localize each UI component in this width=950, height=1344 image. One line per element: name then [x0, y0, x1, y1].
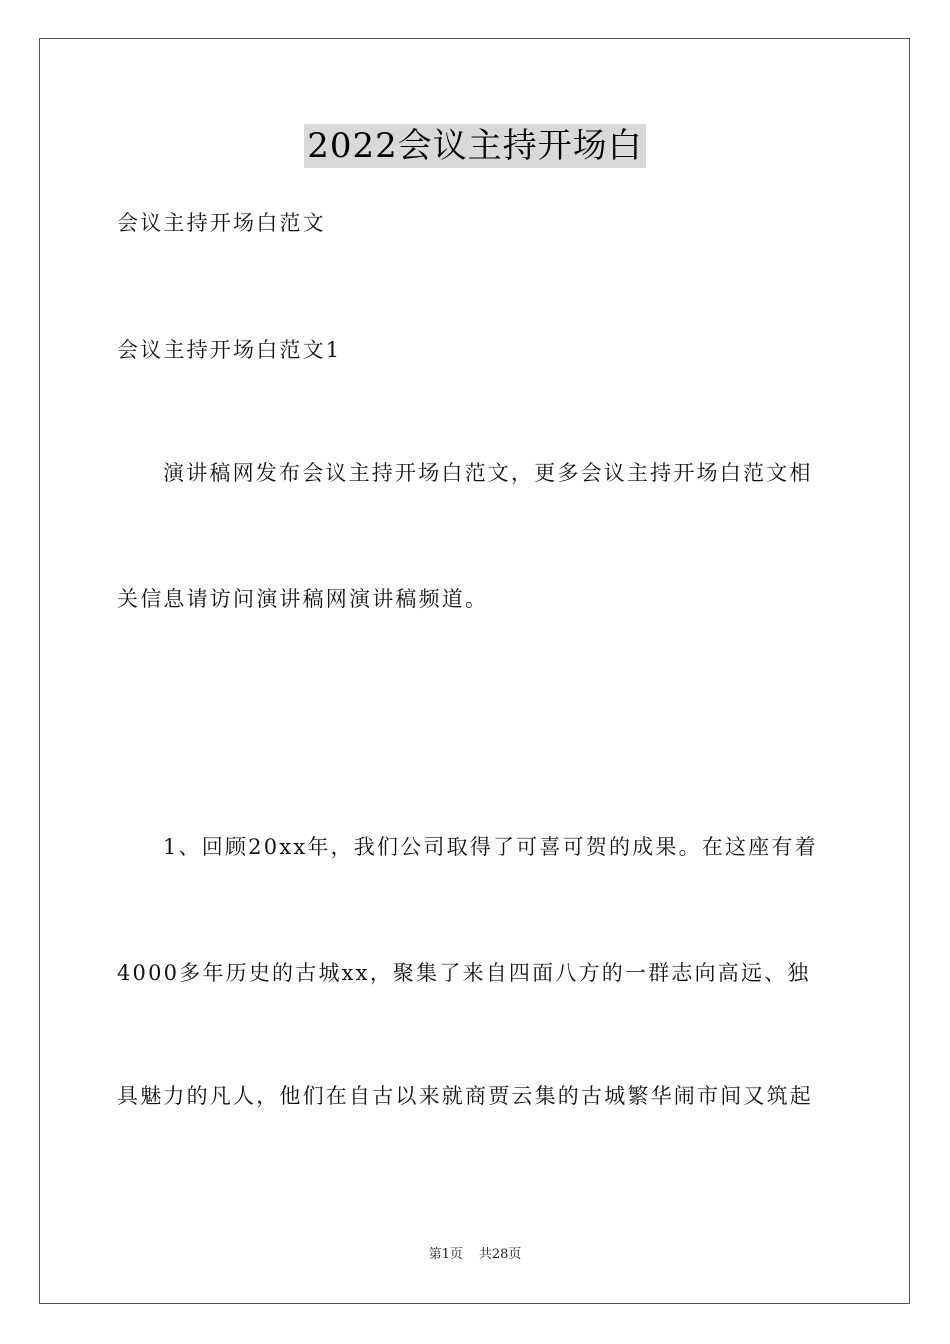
body-line-2: 会议主持开场白范文1	[117, 338, 342, 362]
body-line-6: 4000多年历史的古城xx，聚集了来自四面八方的一群志向高远、独	[117, 961, 811, 985]
body-line-3: 演讲稿网发布会议主持开场白范文，更多会议主持开场白范文相	[163, 461, 813, 485]
title-container	[0, 124, 950, 168]
page-total: 共28页	[478, 1247, 522, 1262]
body-line-1: 会议主持开场白范文	[117, 211, 326, 235]
page-footer	[0, 1246, 950, 1264]
page-number: 第1页	[428, 1247, 463, 1262]
body-line-4: 关信息请访问演讲稿网演讲稿频道。	[117, 587, 489, 611]
body-line-7: 具魅力的凡人，他们在自古以来就商贾云集的古城繁华闹市间又筑起	[117, 1084, 813, 1108]
body-line-5: 1、回顾20xx年，我们公司取得了可喜可贺的成果。在这座有着	[163, 835, 818, 859]
document-title: 2022会议主持开场白	[304, 124, 646, 168]
